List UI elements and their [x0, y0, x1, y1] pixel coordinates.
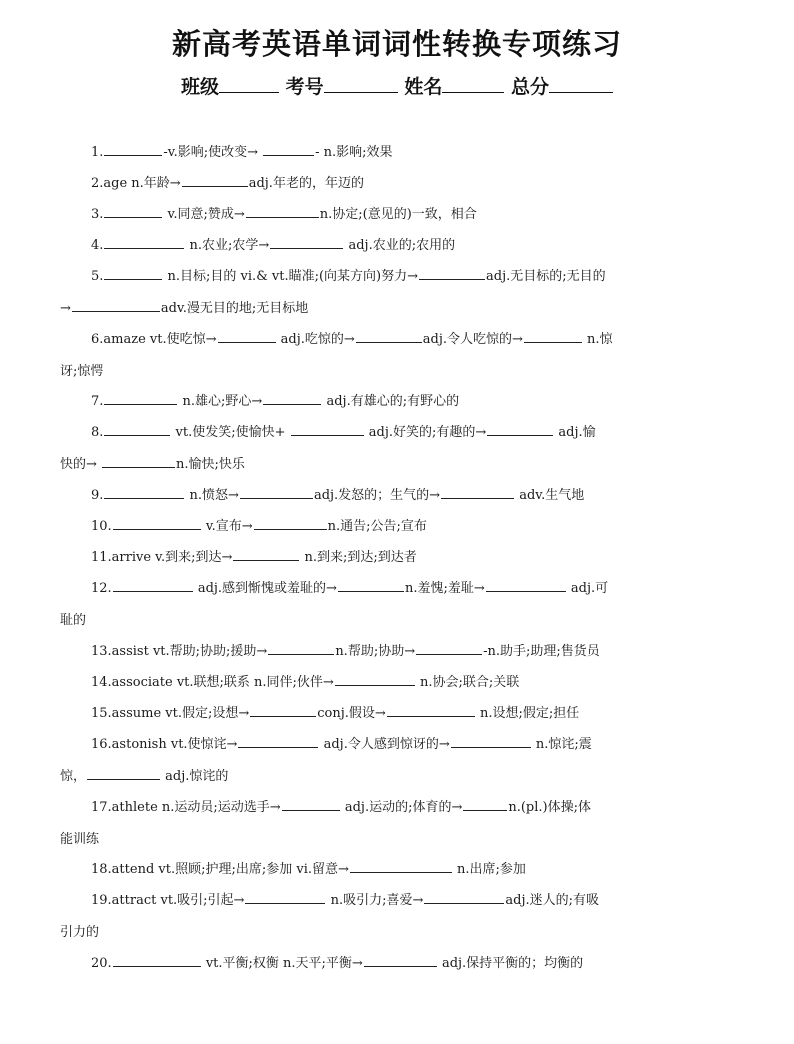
question-text: 18.attend vt.照顾;护理;出席;参加 vi.留意→: [91, 862, 349, 877]
question-item: [60, 636, 735, 668]
answer-blank[interactable]: [72, 295, 160, 312]
question-text: n.雄心;野心→: [178, 394, 263, 409]
answer-blank[interactable]: [113, 575, 193, 592]
question-item: [60, 729, 735, 792]
question-item: [60, 948, 735, 980]
answer-blank[interactable]: [441, 482, 514, 499]
answer-blank[interactable]: [218, 326, 276, 343]
question-text: n.协会;联合;关联: [415, 675, 520, 690]
answer-blank[interactable]: [335, 669, 415, 686]
answer-blank[interactable]: [291, 419, 364, 436]
answer-blank[interactable]: [113, 513, 201, 530]
question-text: adj.令人吃惊的→: [422, 332, 523, 347]
question-text: adj.运动的;体育的→: [340, 800, 463, 815]
question-text: adj.迷人的;有吸: [505, 893, 599, 908]
question-text: 12.: [91, 581, 112, 596]
question-text: n.愉快;快乐: [176, 456, 245, 472]
answer-blank[interactable]: [240, 482, 313, 499]
answer-blank[interactable]: [263, 388, 321, 405]
question-item: [60, 386, 735, 418]
question-text: n.到来;到达;到达者: [300, 550, 417, 565]
question-text: - n.影响;效果: [315, 145, 393, 160]
answer-blank[interactable]: [245, 887, 325, 904]
answer-blank[interactable]: [113, 950, 201, 967]
question-line: [60, 324, 735, 356]
question-text: 1.: [91, 145, 104, 160]
question-text: n.帮助;协助→: [335, 644, 416, 659]
question-line: [60, 667, 735, 699]
question-text: 19.attract vt.吸引;引起→: [91, 893, 245, 908]
question-item: [60, 168, 735, 200]
question-line: [60, 356, 735, 388]
question-text: -v.影响;使改变→: [163, 145, 263, 160]
question-text: 15.assume vt.假定;设想→: [91, 706, 250, 721]
question-line: [60, 948, 735, 980]
score-field[interactable]: [549, 74, 613, 93]
question-text: 6.amaze vt.使吃惊→: [91, 332, 217, 347]
question-text: adj.吃惊的→: [276, 332, 355, 347]
question-item: [60, 137, 735, 169]
answer-blank[interactable]: [282, 794, 340, 811]
score-label: 总分: [510, 76, 549, 98]
question-item: [60, 854, 735, 886]
number-field[interactable]: [324, 74, 398, 93]
answer-blank[interactable]: [182, 170, 248, 187]
question-text: vt.平衡;权衡 n.天平;平衡→: [201, 956, 363, 971]
number-label: 考号: [285, 76, 324, 98]
question-item: [60, 885, 735, 948]
question-item: [60, 542, 735, 574]
question-line: [60, 636, 735, 668]
answer-blank[interactable]: [104, 201, 162, 218]
question-line: [60, 137, 735, 169]
question-text: -n.助手;助理;售货员: [483, 644, 600, 659]
question-text: adj.感到惭愧或羞耻的→: [193, 581, 337, 596]
question-text: n.羞愧;羞耻→: [404, 581, 485, 596]
answer-blank[interactable]: [524, 326, 582, 343]
answer-blank[interactable]: [387, 700, 475, 717]
question-text: 耻的: [60, 612, 87, 628]
question-item: [60, 573, 735, 636]
question-line: [60, 917, 735, 949]
question-text: 3.: [91, 207, 104, 222]
question-text: 5.: [91, 269, 104, 284]
question-text: 讶;惊愕: [60, 363, 104, 379]
question-line: [60, 542, 735, 574]
question-text: 惊，: [60, 768, 87, 784]
student-info-row: [0, 72, 794, 99]
question-text: 20.: [91, 956, 112, 971]
question-text: adj.可: [566, 581, 609, 596]
question-text: n.协定;(意见的)一致，相合: [319, 207, 477, 222]
question-item: [60, 698, 735, 730]
answer-blank[interactable]: [104, 419, 170, 436]
question-text: 8.: [91, 425, 104, 440]
question-line: [60, 854, 735, 886]
question-text: adv.漫无目的地;无目标地: [160, 300, 309, 316]
question-item: [60, 199, 735, 231]
question-text: 17.athlete n.运动员;运动选手→: [91, 800, 281, 815]
question-text: n.惊诧;震: [531, 737, 592, 752]
question-text: adj.发怒的；生气的→: [313, 488, 441, 503]
question-text: 9.: [91, 488, 104, 503]
question-item: [60, 417, 735, 480]
answer-blank[interactable]: [338, 575, 404, 592]
question-text: 引力的: [60, 924, 100, 940]
question-line: [60, 729, 735, 761]
question-text: n.出席;参加: [452, 862, 526, 877]
question-line: [60, 199, 735, 231]
answer-blank[interactable]: [356, 326, 422, 343]
answer-blank[interactable]: [250, 700, 316, 717]
question-item: [60, 324, 735, 387]
question-text: adj.惊诧的: [161, 768, 229, 784]
question-line: [60, 168, 735, 200]
question-item: [60, 261, 735, 324]
answer-blank[interactable]: [246, 201, 319, 218]
question-text: n.(pl.)体操;体: [508, 800, 591, 815]
question-line: [60, 293, 735, 325]
answer-blank[interactable]: [364, 950, 437, 967]
answer-blank[interactable]: [254, 513, 327, 530]
answer-blank[interactable]: [87, 763, 160, 780]
answer-blank[interactable]: [104, 263, 162, 280]
question-line: [60, 261, 735, 293]
question-text: v.同意;赞成→: [163, 207, 245, 222]
question-text: 4.: [91, 238, 104, 253]
page-title: 新高考英语单词词性转换专项练习: [171, 27, 622, 61]
answer-blank[interactable]: [104, 482, 184, 499]
answer-blank[interactable]: [424, 887, 504, 904]
question-text: n.吸引力;喜爱→: [326, 893, 424, 908]
question-item: [60, 667, 735, 699]
question-line: [60, 605, 735, 637]
answer-blank[interactable]: [416, 638, 482, 655]
answer-blank[interactable]: [104, 388, 177, 405]
answer-blank[interactable]: [263, 139, 314, 156]
question-item: [60, 792, 735, 855]
question-text: adj.令人感到惊讶的→: [319, 737, 450, 752]
question-text: 10.: [91, 519, 112, 534]
answer-blank[interactable]: [486, 575, 566, 592]
answer-blank[interactable]: [419, 263, 485, 280]
question-line: [60, 792, 735, 824]
question-line: [60, 480, 735, 512]
question-line: [60, 573, 735, 605]
class-field[interactable]: [219, 74, 279, 93]
answer-blank[interactable]: [233, 544, 299, 561]
answer-blank[interactable]: [104, 232, 184, 249]
question-text: n.目标;目的 vi.& vt.瞄准;(向某方向)努力→: [163, 269, 419, 284]
answer-blank[interactable]: [270, 232, 343, 249]
question-text: adj.有雄心的;有野心的: [322, 394, 460, 409]
question-text: 16.astonish vt.使惊诧→: [91, 737, 238, 752]
answer-blank[interactable]: [104, 139, 162, 156]
question-text: 快的→: [60, 456, 102, 472]
question-line: [60, 417, 735, 449]
question-text: n.通告;公告;宣布: [327, 519, 427, 534]
question-line: [60, 761, 735, 793]
question-text: 2.age n.年龄→: [91, 176, 181, 191]
question-text: vt.使发笑;使愉快+: [171, 425, 290, 440]
question-text: adv.生气地: [515, 488, 585, 503]
question-text: v.宣布→: [201, 519, 253, 534]
question-text: n.惊: [582, 332, 613, 347]
question-line: [60, 386, 735, 418]
answer-blank[interactable]: [463, 794, 507, 811]
question-text: n.设想;假定;担任: [475, 706, 580, 721]
question-text: adj.农业的;农用的: [344, 238, 456, 253]
question-text: conj.假设→: [317, 706, 386, 721]
name-label: 姓名: [404, 76, 443, 98]
answer-blank[interactable]: [451, 731, 531, 748]
question-text: n.农业;农学→: [185, 238, 270, 253]
question-text: 11.arrive v.到来;到达→: [91, 550, 233, 565]
question-text: adj.好笑的;有趣的→: [364, 425, 487, 440]
question-text: n.愤怒→: [185, 488, 239, 503]
answer-blank[interactable]: [102, 451, 175, 468]
question-line: [60, 230, 735, 262]
question-text: 7.: [91, 394, 104, 409]
question-line: [60, 824, 735, 856]
question-text: adj.保持平衡的；均衡的: [437, 956, 584, 971]
question-text: adj.愉: [554, 425, 596, 440]
question-line: [60, 698, 735, 730]
answer-blank[interactable]: [487, 419, 553, 436]
question-text: →: [60, 300, 71, 316]
question-item: [60, 511, 735, 543]
name-field[interactable]: [442, 74, 504, 93]
question-text: adj.年老的，年迈的: [248, 176, 364, 191]
answer-blank[interactable]: [268, 638, 334, 655]
question-line: [60, 511, 735, 543]
question-text: 14.associate vt.联想;联系 n.同伴;伙伴→: [91, 675, 334, 690]
question-text: 能训练: [60, 831, 100, 847]
question-item: [60, 480, 735, 512]
answer-blank[interactable]: [238, 731, 318, 748]
answer-blank[interactable]: [350, 856, 452, 873]
class-label: 班级: [181, 76, 220, 98]
question-text: adj.无目标的;无目的: [486, 269, 606, 284]
question-line: [60, 449, 735, 481]
question-item: [60, 230, 735, 262]
question-text: 13.assist vt.帮助;协助;援助→: [91, 644, 268, 659]
question-line: [60, 885, 735, 917]
